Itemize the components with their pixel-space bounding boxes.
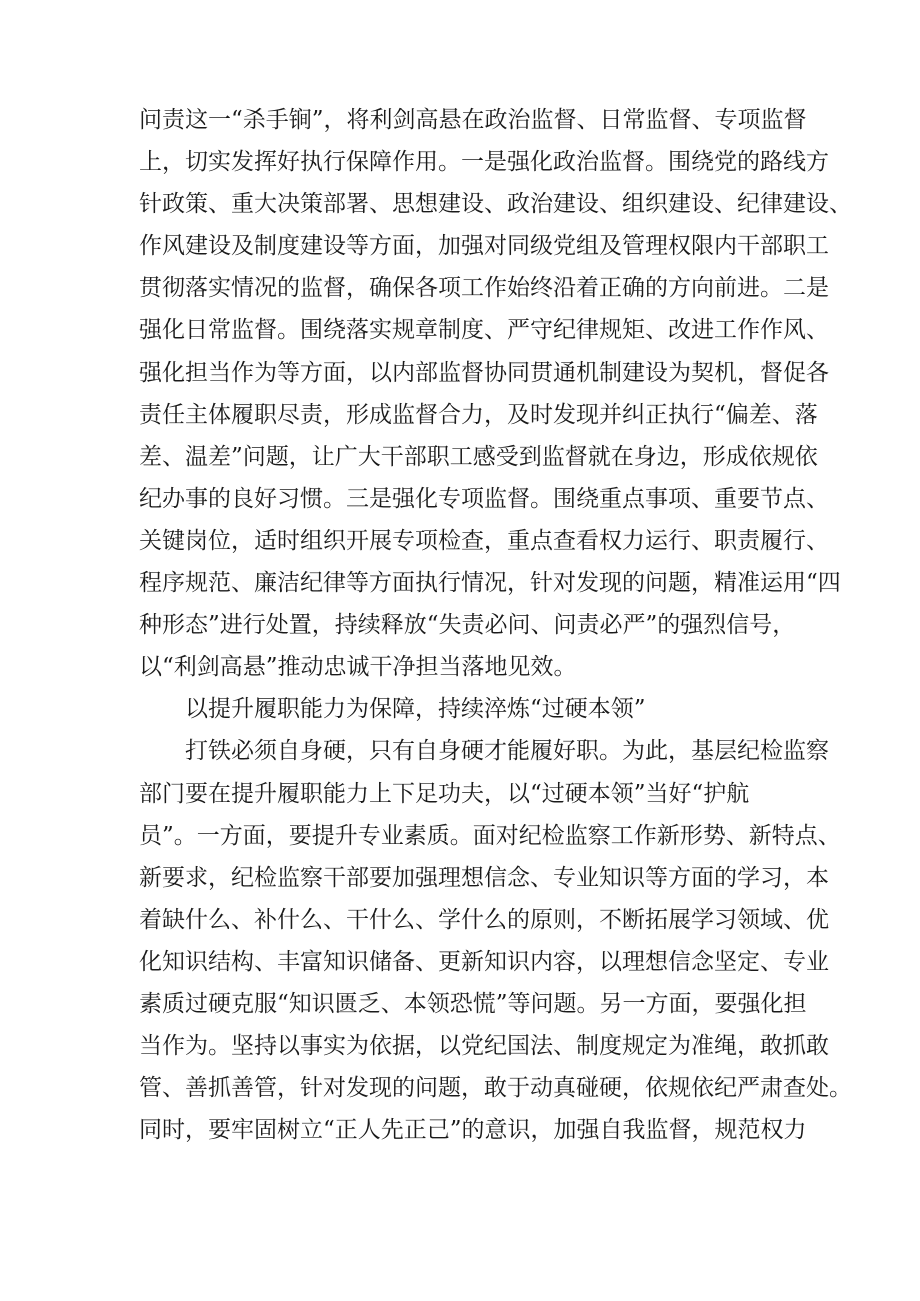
- text-line: 强化日常监督。围绕落实规章制度、严守纪律规矩、改进工作作风、: [139, 317, 829, 344]
- text-line: 同时，要牢固树立“正人先正己”的意识，加强自我监督，规范权力: [139, 1117, 807, 1144]
- text-line: 着缺什么、补什么、干什么、学什么的原则，不断拓展学习领域、优: [139, 906, 829, 933]
- text-line: 问责这一“杀手锏”，将利剑高悬在政治监督、日常监督、专项监督: [139, 107, 807, 133]
- text-line: 贯彻落实情况的监督，确保各项工作始终沿着正确的方向前进。二是: [139, 275, 829, 302]
- text-line: 当作为。坚持以事实为依据，以党纪国法、制度规定为准绳，敢抓敢: [139, 1033, 829, 1060]
- text-line: 纪办事的良好习惯。三是强化专项监督。围绕重点事项、重要节点、: [139, 485, 829, 512]
- text-line: 种形态”进行处置，持续释放“失责必问、问责必严”的强烈信号，: [139, 612, 796, 639]
- text-line: 差、温差”问题，让广大干部职工感受到监督就在身边，形成依规依: [139, 443, 818, 470]
- text-line: 员”。一方面，要提升专业素质。面对纪检监察工作新形势、新特点、: [139, 822, 841, 849]
- paragraph-first-line: 打铁必须自身硬，只有自身硬才能履好职。为此，基层纪检监察: [185, 738, 829, 765]
- section-heading: 以提升履职能力为保障，持续淬炼“过硬本领”: [185, 696, 646, 723]
- body-text: [139, 99, 852, 1151]
- text-line: 针政策、重大决策部署、思想建设、政治建设、组织建设、纪律建设、: [139, 191, 852, 218]
- text-line: 管、善抓善管，针对发现的问题，敢于动真碰硬，依规依纪严肃查处。: [139, 1075, 852, 1102]
- text-line: 化知识结构、丰富知识储备、更新知识内容，以理想信念坚定、专业: [139, 948, 829, 975]
- text-line: 程序规范、廉洁纪律等方面执行情况，针对发现的问题，精准运用“四: [139, 570, 841, 597]
- text-line: 强化担当作为等方面，以内部监督协同贯通机制建设为契机，督促各: [139, 359, 829, 386]
- text-line: 新要求，纪检监察干部要加强理想信念、专业知识等方面的学习，本: [139, 864, 829, 891]
- text-line: 部门要在提升履职能力上下足功夫，以“过硬本领”当好“护航: [139, 780, 750, 807]
- text-line: 关键岗位，适时组织开展专项检查，重点查看权力运行、职责履行、: [139, 527, 829, 554]
- text-line: 以“利剑高悬”推动忠诚干净担当落地见效。: [139, 654, 577, 681]
- text-line: 上，切实发挥好执行保障作用。一是强化政治监督。围绕党的路线方: [139, 149, 829, 176]
- text-line: 作风建设及制度建设等方面，加强对同级党组及管理权限内干部职工: [139, 233, 829, 260]
- text-line: 素质过硬克服“知识匮乏、本领恐慌”等问题。另一方面，要强化担: [139, 990, 807, 1017]
- text-line: 责任主体履职尽责，形成监督合力，及时发现并纠正执行“偏差、落: [139, 401, 818, 428]
